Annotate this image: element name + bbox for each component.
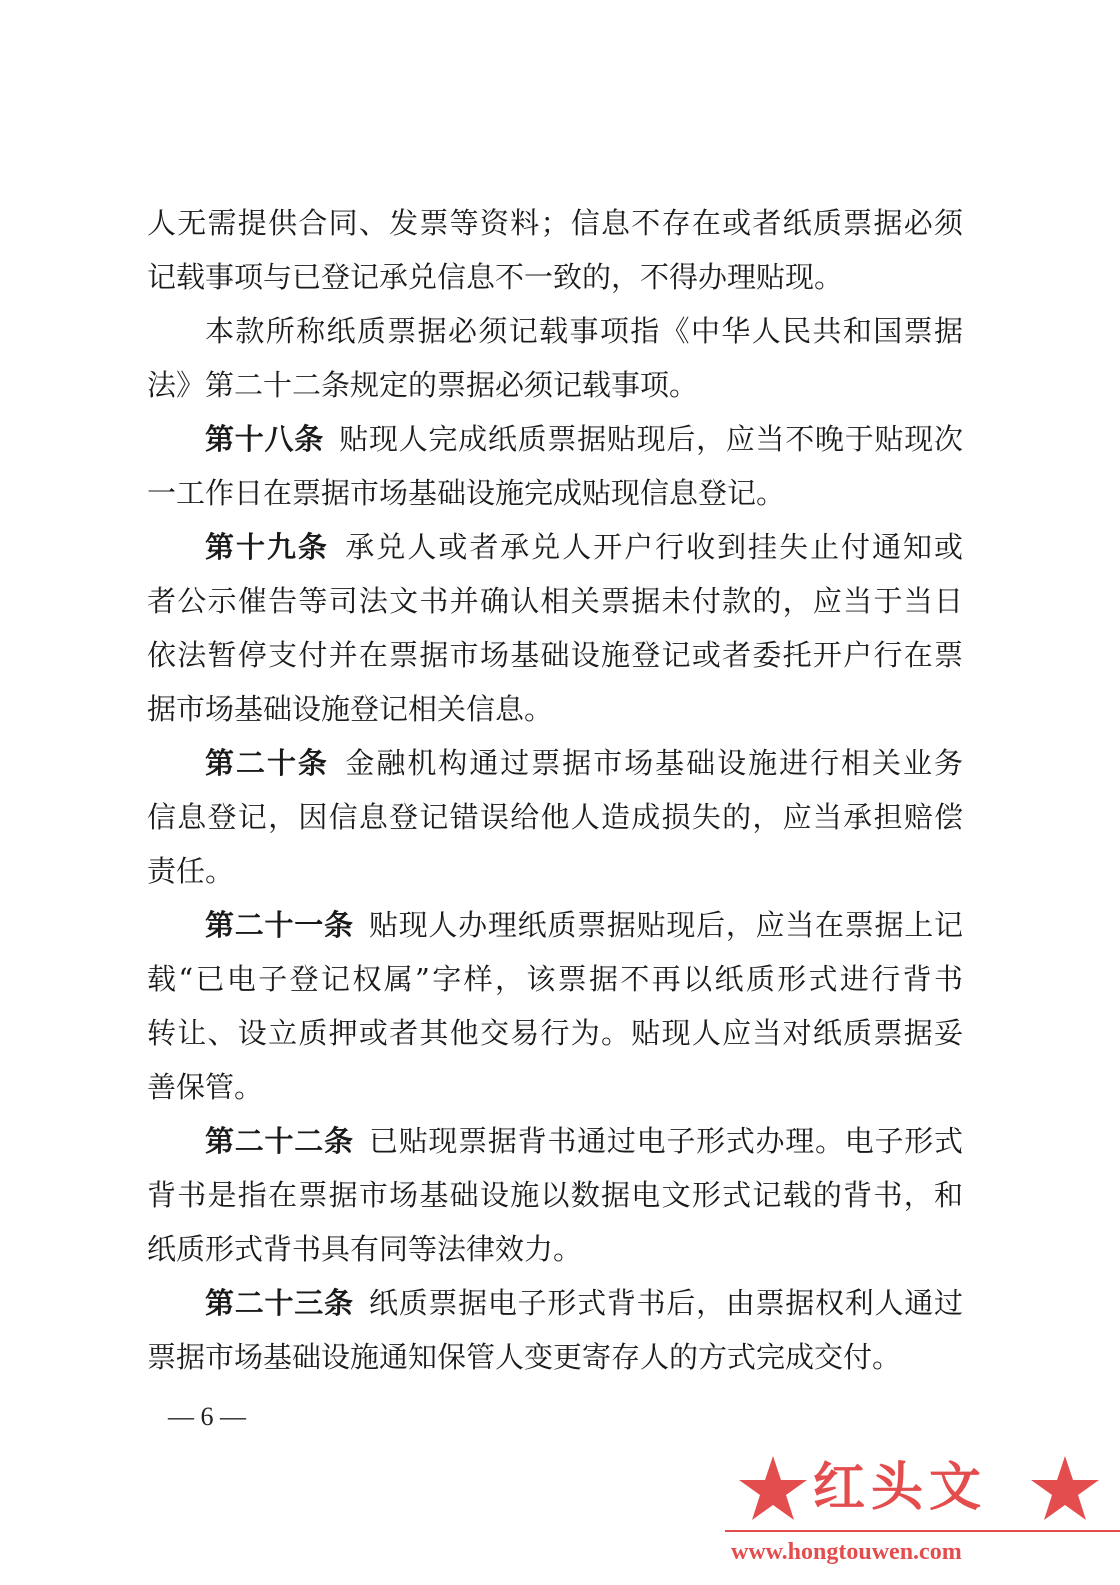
text-line bbox=[0, 196, 1120, 250]
text-line bbox=[0, 250, 1120, 304]
line-body: 转让、设立质押或者其他交易行为。贴现人应当对纸质票据妥 bbox=[147, 1016, 965, 1050]
line-body: 依法暂停支付并在票据市场基础设施登记或者委托开户行在票 bbox=[147, 638, 965, 672]
text-line bbox=[0, 1168, 1120, 1222]
line-text bbox=[147, 628, 964, 682]
line-text bbox=[147, 1222, 582, 1276]
watermark-title: 红头文 bbox=[813, 1457, 988, 1518]
text-line bbox=[0, 574, 1120, 628]
line-body: 一工作日在票据市场基础设施完成贴现信息登记。 bbox=[147, 476, 786, 510]
line-body: 背书是指在票据市场基础设施以数据电文形式记载的背书，和 bbox=[147, 1178, 965, 1212]
star-icon bbox=[739, 1456, 807, 1520]
article-number: 第二十二条 bbox=[205, 1124, 354, 1158]
text-line bbox=[0, 1114, 1120, 1168]
line-body: 承兑人或者承兑人开户行收到挂失止付通知或 bbox=[345, 530, 965, 564]
article-number: 第二十三条 bbox=[205, 1286, 354, 1320]
text-line bbox=[0, 412, 1120, 466]
line-body: 人无需提供合同、发票等资料；信息不存在或者纸质票据必须 bbox=[147, 206, 965, 240]
star-icon bbox=[1031, 1456, 1099, 1520]
text-line bbox=[0, 952, 1120, 1006]
line-text bbox=[205, 1276, 964, 1330]
line-text bbox=[147, 1006, 964, 1060]
line-text bbox=[147, 196, 964, 250]
text-line bbox=[0, 1276, 1120, 1330]
text-line bbox=[0, 1060, 1120, 1114]
line-body: 据市场基础设施登记相关信息。 bbox=[147, 692, 554, 726]
text-line bbox=[0, 628, 1120, 682]
line-text bbox=[205, 520, 965, 574]
line-text bbox=[147, 1330, 901, 1384]
line-text bbox=[147, 682, 553, 736]
line-text bbox=[147, 574, 964, 628]
article-number: 第十九条 bbox=[205, 530, 329, 564]
line-body: 善保管。 bbox=[147, 1070, 264, 1104]
article-number: 第十八条 bbox=[205, 422, 324, 456]
line-body: 记载事项与已登记承兑信息不一致的，不得办理贴现。 bbox=[147, 260, 844, 294]
line-text bbox=[205, 1114, 964, 1168]
line-text bbox=[205, 412, 964, 466]
line-body: 纸质票据电子形式背书后，由票据权利人通过 bbox=[368, 1286, 964, 1320]
text-line bbox=[0, 520, 1120, 574]
line-text bbox=[147, 1060, 263, 1114]
line-text bbox=[147, 358, 698, 412]
text-line bbox=[0, 736, 1120, 790]
line-body: 贴现人完成纸质票据贴现后，应当不晚于贴现次 bbox=[339, 422, 964, 456]
line-body: 载“已电子登记权属”字样，该票据不再以纸质形式进行背书 bbox=[147, 962, 966, 996]
text-line bbox=[0, 844, 1120, 898]
line-text bbox=[205, 304, 964, 358]
text-line bbox=[0, 898, 1120, 952]
watermark bbox=[725, 1450, 1120, 1585]
line-text bbox=[147, 952, 965, 1006]
text-line bbox=[0, 1006, 1120, 1060]
watermark-url: www.hongtouwen.com bbox=[731, 1539, 962, 1565]
line-text bbox=[147, 250, 843, 304]
line-text bbox=[147, 466, 785, 520]
line-text bbox=[147, 844, 234, 898]
line-body: 已贴现票据背书通过电子形式办理。电子形式 bbox=[368, 1124, 964, 1158]
text-line bbox=[0, 466, 1120, 520]
text-line bbox=[0, 1222, 1120, 1276]
line-body: 贴现人办理纸质票据贴现后，应当在票据上记 bbox=[368, 908, 964, 942]
text-line bbox=[0, 358, 1120, 412]
line-body: 者公示催告等司法文书并确认相关票据未付款的，应当于当日 bbox=[147, 584, 965, 618]
line-body: 纸质形式背书具有同等法律效力。 bbox=[147, 1232, 583, 1266]
line-body: 票据市场基础设施通知保管人变更寄存人的方式完成交付。 bbox=[147, 1340, 902, 1374]
line-text bbox=[147, 1168, 964, 1222]
article-number: 第二十条 bbox=[205, 746, 329, 780]
line-body: 本款所称纸质票据必须记载事项指《中华人民共和国票据 bbox=[205, 314, 965, 348]
line-body: 金融机构通过票据市场基础设施进行相关业务 bbox=[345, 746, 965, 780]
line-text bbox=[205, 736, 965, 790]
text-line bbox=[0, 682, 1120, 736]
watermark-divider bbox=[725, 1530, 1120, 1532]
line-body: 信息登记，因信息登记错误给他人造成损失的，应当承担赔偿 bbox=[147, 800, 965, 834]
line-body: 责任。 bbox=[147, 854, 235, 888]
article-number: 第二十一条 bbox=[205, 908, 354, 942]
text-line bbox=[0, 790, 1120, 844]
line-body: 法》第二十二条规定的票据必须记载事项。 bbox=[147, 368, 699, 402]
text-line bbox=[0, 1330, 1120, 1384]
line-text bbox=[147, 790, 964, 844]
text-line bbox=[0, 304, 1120, 358]
line-text bbox=[205, 898, 964, 952]
page-number: — 6 — bbox=[168, 1402, 246, 1431]
